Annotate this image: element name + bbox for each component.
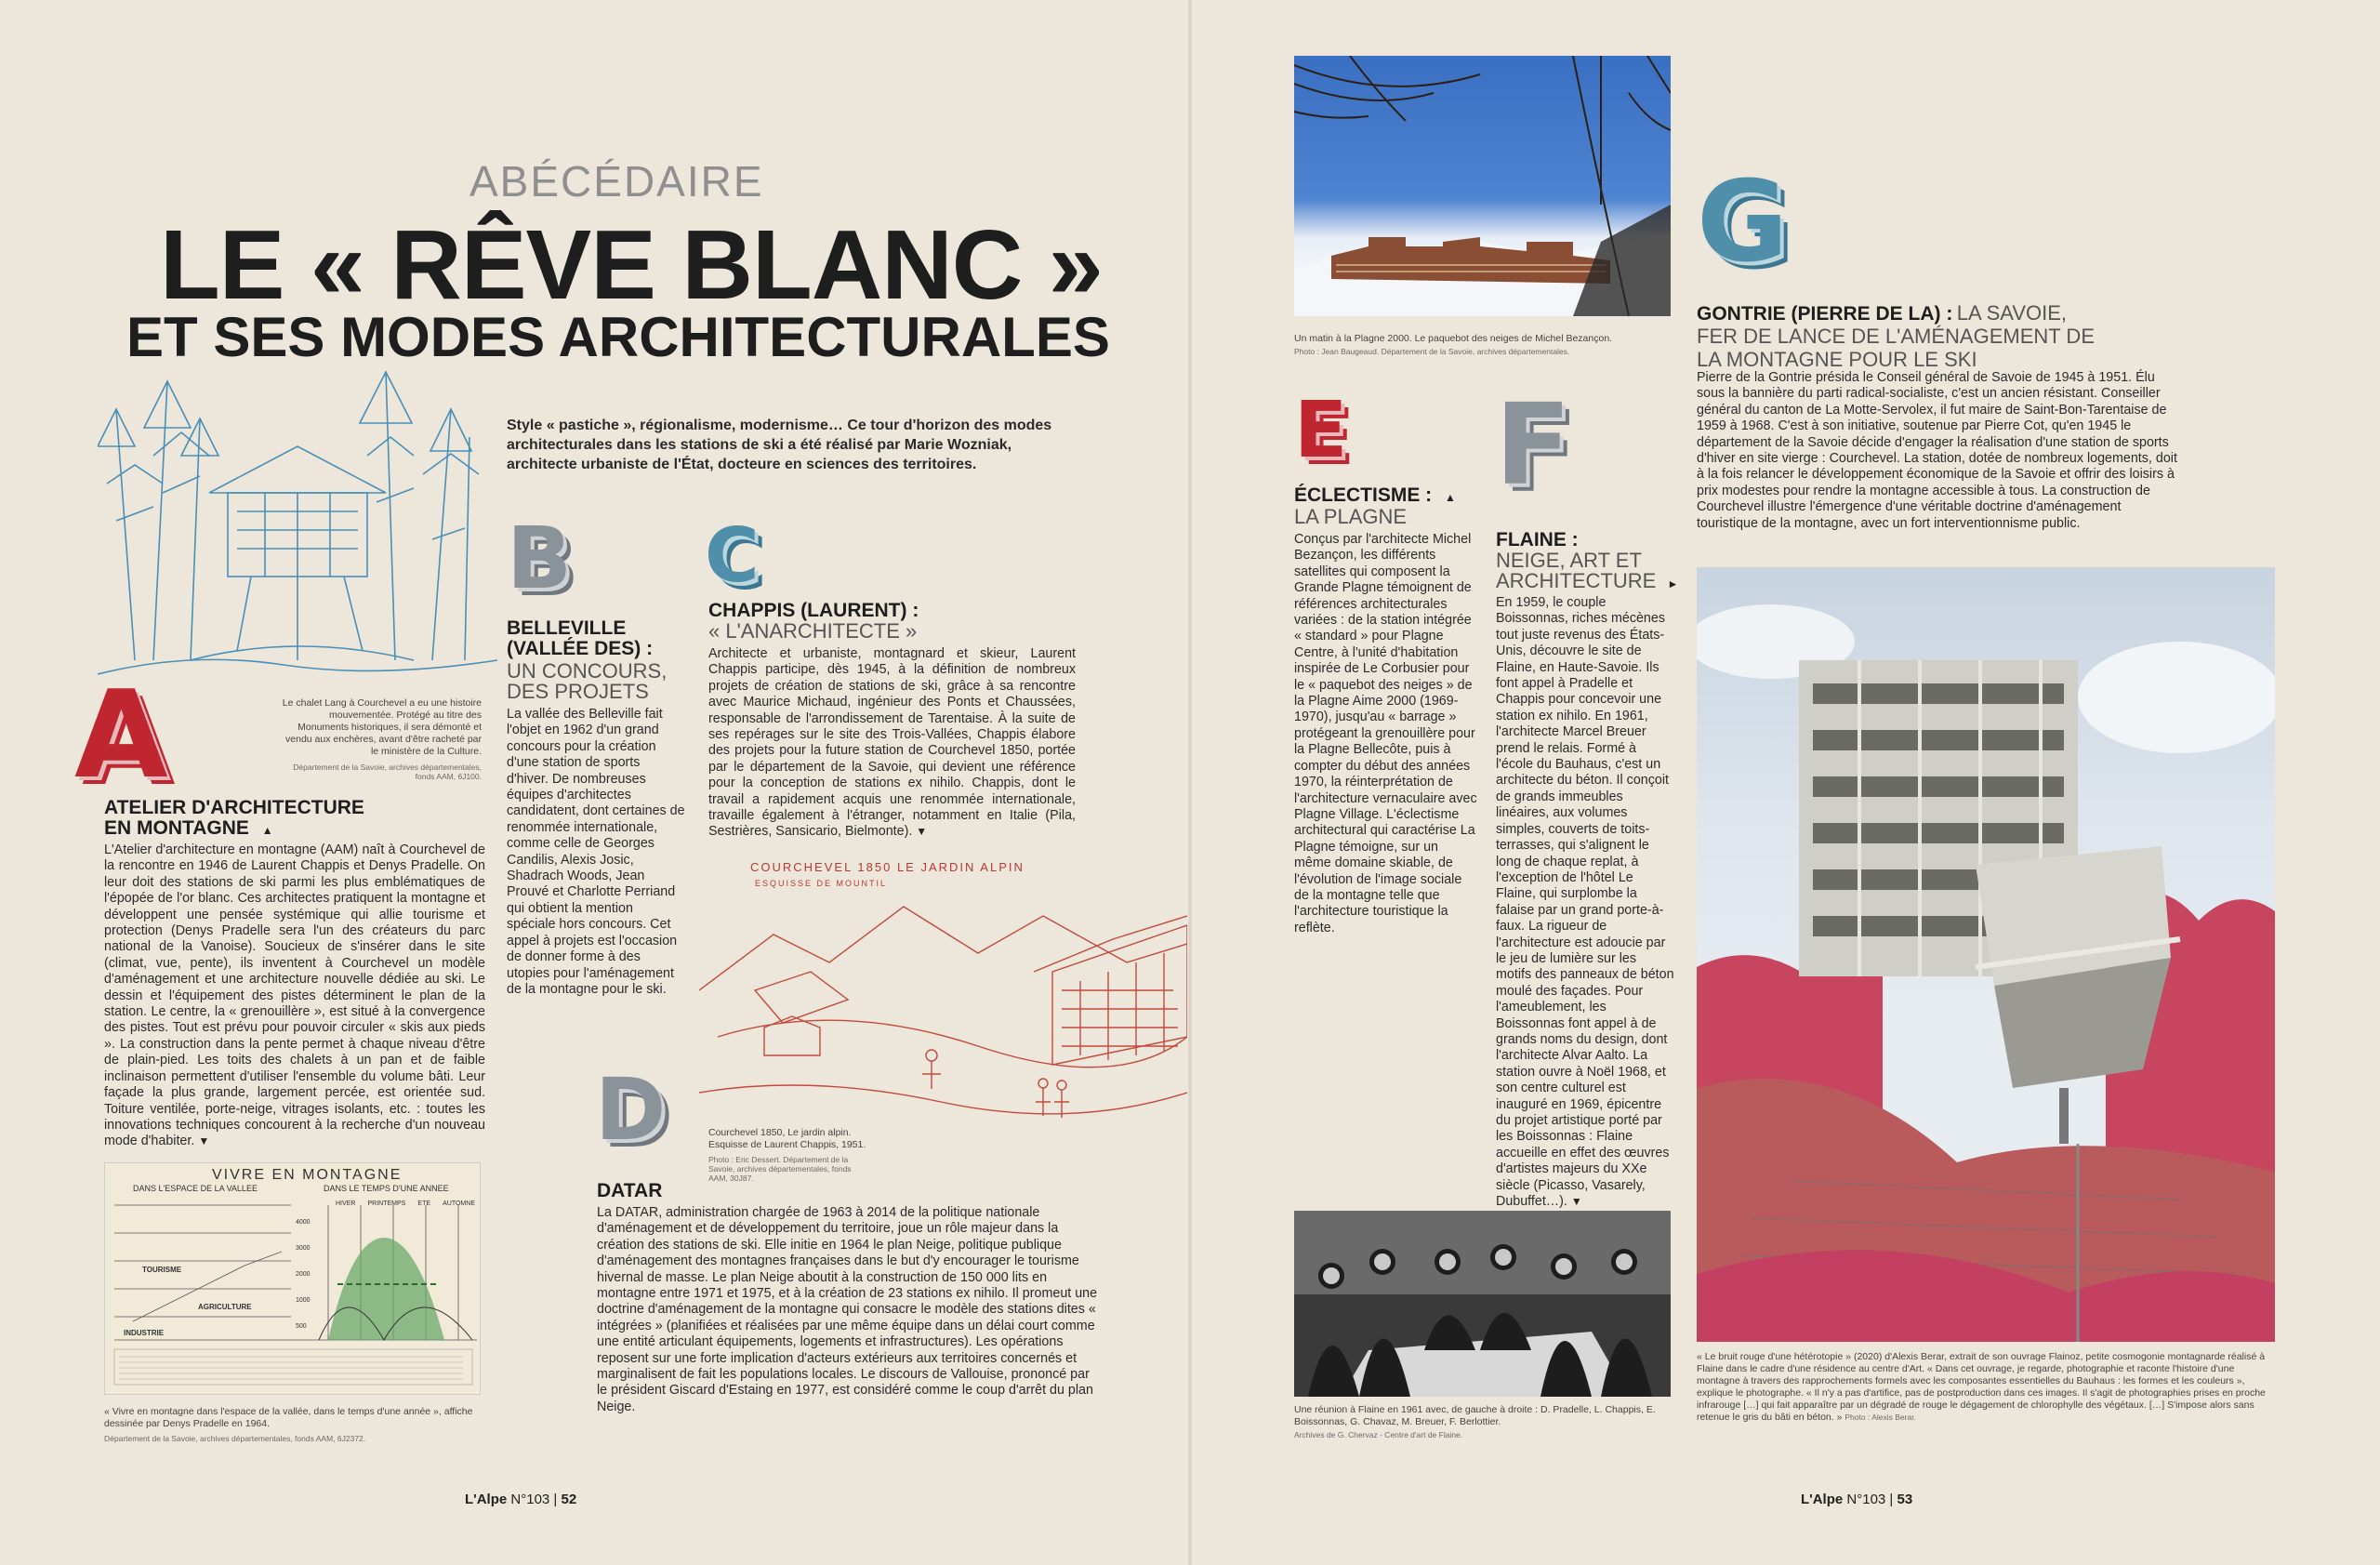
plagne-credit: Photo : Jean Baugeaud. Département de la Savoie, archives départementales. [1294, 347, 1570, 356]
kicker: ABÉCÉDAIRE [469, 157, 764, 206]
folio-right: L'Alpe N°103 | 53 [1801, 1492, 1913, 1507]
drawing-sub: ESQUISSE DE MOUNTIL [755, 879, 888, 888]
f-end-mark: ▼ [1570, 1195, 1582, 1209]
a-body: L'Atelier d'architecture en montagne (AAM) naît à Courchevel de la rencontre en 1946 de Laurent Chappis et Denys Pradelle. On leur doit des stations de ski parmi les plus emblématiques de l'épopée de l'or blanc. Ces architectes pratiquent la montagne et développent une pensée systémique qui allie tourisme et protection (Denys Pradelle sera l'un des créateurs du parc national de la Vanoise). Soucieux de s'insérer dans le site (climat, vue, pente), ils inventent à Courchevel un modèle d'aménagement et une architecture nouvelle dédiée au ski. Le dessin et l'équipement des pistes déterminent le plan de la station. Le centre, la « grenouillère », est situé à la convergence des pistes. Tout est prévu pour pouvoir circuler « skis aux pieds ». La construction dans la pente permet à chaque niveau d'être de plain-pied. Les toits des chalets à un pan et de faible inclinaison permettent d'utiliser l'ensemble du volume bâti. Leur façade la plus grande, largement percée, est orientée sud. Toiture ventilée, porte-neige, vitrages isolants, etc. : toutes les innovations techniques concourent à la recherche d'un nouveau mode d'habiter. ▼ [104, 842, 485, 1149]
poster-zone-industrie: INDUSTRIE [124, 1329, 165, 1337]
letter-g: G [1697, 158, 1789, 287]
poster-zone-agriculture: AGRICULTURE [198, 1303, 252, 1311]
right-page [1190, 0, 2380, 1565]
title-line-1: LE « RÊVE BLANC » [160, 210, 1103, 320]
sketch-credit: Département de la Savoie, archives départementales, fonds AAM, 6J100. [293, 763, 482, 781]
letter-d: D [595, 1060, 667, 1160]
poster-title: VIVRE EN MONTAGNE [212, 1167, 403, 1183]
a-triangle-up: ▲ [261, 824, 273, 837]
drawing-credit: Photo : Eric Dessert. Département de la Savoie, archives départementales, fonds AAM, 30J87. [708, 1155, 852, 1183]
f-subheading: NEIGE, ART ET ARCHITECTURE ► [1496, 549, 1679, 592]
letter-c: C [705, 512, 760, 599]
plagne-caption: Un matin à la Plagne 2000. Le paquebot des neiges de Michel Bezançon. [1294, 333, 1613, 344]
intro-text: Style « pastiche », régionalisme, modernisme… Ce tour d'horizon des modes architecturales dans les stations de ski a été réalisé par Marie Wozniak, architecte urbaniste de l'État, docteure en sciences des territoires. [507, 418, 1052, 472]
letter-a: A [74, 664, 168, 805]
sketch-caption: Le chalet Lang à Courchevel a eu une histoire mouvementée. Protégé au titre des Monuments historiques, il sera démonté et vendu aux enchères, avant d'être racheté par le ministère de la Culture. [282, 697, 482, 757]
vivre-en-montagne-poster [104, 1162, 481, 1395]
f-triangle-right: ► [1667, 577, 1679, 590]
drawing-title: COURCHEVEL 1850 LE JARDIN ALPIN [750, 860, 1025, 874]
poster-graphic [105, 1163, 482, 1396]
e-heading: ÉCLECTISME : ▲ [1294, 484, 1456, 506]
courchevel-drawing [699, 851, 1187, 1172]
g-body: Pierre de la Gontrie présida le Conseil général de Savoie de 1945 à 1951. Élu sous la bannière du parti radical-socialiste, c'est un ancien résistant. Conseiller général du canton de La Motte-Servolex, il fut maire de Saint-Bon-Tarentaise de 1959 à 1968. C'est à son initiative, soutenue par Pierre Cot, qu'en 1945 le département de la Savoie décide d'engager la réalisation d'une station de sports d'hiver en site vierge : Courchevel. La station, dotée de nombreux logements, doit à la fois relancer le développement économique de la Savoie et offrir des loisirs à prix modestes pour rendre la montagne accessible à tous. La construction de Courchevel illustre l'émergence d'une véritable doctrine d'aménagement touristique de la montagne, avec un fort interventionnisme public. [1697, 370, 2177, 531]
c-subheading: « L'ANARCHITECTE » [708, 619, 918, 643]
folio-left: L'Alpe N°103 | 52 [465, 1492, 577, 1507]
poster-zone-tourisme: TOURISME [142, 1266, 182, 1274]
flaine-credit: Photo : Alexis Berar. [1844, 1412, 1916, 1422]
e-subheading: LA PLAGNE [1294, 505, 1408, 528]
c-heading: CHAPPIS (LAURENT) : [708, 600, 919, 621]
letter-e: E [1294, 384, 1348, 475]
d-heading: DATAR [597, 1180, 663, 1201]
b-body: La vallée des Belleville fait l'objet en 1962 d'un grand concours pour la création d'une station de sports d'hiver. De nombreuses équipes d'architectes candidatent, dont certaines de renommée internationale, comme celle de Georges Candilis, Alexis Josic, Shadrach Woods, Jean Prouvé et Charlotte Perriand qui obtient la mention spéciale hors concours. Cet appel à projets est l'occasion de donner forme à des utopies pour l'aménagement de la montagne pour le ski. [507, 707, 685, 997]
meeting-credit: Archives de G. Chervaz - Centre d'art de Flaine. [1294, 1430, 1463, 1439]
plagne-photo [1294, 56, 1671, 316]
letter-f: F [1495, 381, 1571, 511]
a-end-mark: ▼ [198, 1134, 210, 1148]
g-heading: GONTRIE (PIERRE DE LA) : LA SAVOIE, FER DE LANCE DE L'AMÉNAGEMENT DE LA MONTAGNE POUR LE SKI [1697, 301, 2095, 371]
d-body: La DATAR, administration chargée de 1963 à 2014 de la politique nationale d'aménagement et de développement du territoire, joue un rôle majeur dans la création des stations de ski. Elle initie en 1964 le plan Neige, politique publique d'aménagement des montagnes françaises dans le but d'y encourager le tourisme hivernal de masse. Le plan Neige aboutit à la construction de 150 000 lits en montagne entre 1971 et 1975, et à la création de 23 stations ex nihilo. Il promeut une doctrine d'aménagement de la montagne qui consacre le modèle des stations dites « intégrées » (planifiées et réalisées par une même équipe dans un délai court comme une entité articulant équipements, logements et infrastructures). Les opérations reposent sur une forte implication d'acteurs extérieurs aux territoires concernés et marginalisent de fait les populations locales. Le discours de Vallouise, prononcé par le président Giscard d'Estaing en 1977, est considéré comme le coup d'arrêt du plan Neige. [597, 1205, 1098, 1414]
c-end-mark: ▼ [916, 825, 928, 839]
b-subheading: UN CONCOURS, DES PROJETS [507, 659, 668, 703]
b-heading: BELLEVILLE (VALLÉE DES) : [507, 617, 654, 659]
meeting-photo [1294, 1211, 1671, 1397]
poster-credit: Département de la Savoie, archives départementales, fonds AAM, 6J2372. [104, 1434, 366, 1443]
meeting-caption: Une réunion à Flaine en 1961 avec, de gauche à droite : D. Pradelle, L. Chappis, E. Boissonnas, G. Chavaz, M. Breuer, F. Berlottier. [1294, 1404, 1656, 1427]
a-heading: ATELIER D'ARCHITECTURE EN MONTAGNE ▲ [104, 797, 364, 839]
flaine-caption: « Le bruit rouge d'une hétérotopie » (2020) d'Alexis Berar, extrait de son ouvrage Flainoz, petite cosmogonie montagnarde réalisé à Flaine dans le cadre d'une résidence au centre d'Art. « Dans cet ouvrage, je regarde, photographie et raconte l'histoire d'une montagne à travers des rapprochements formels avec les composantes essentielles du Bauhaus : les formes et les couleurs », explique le photographe. « Il n'y a pas d'artifice, pas de postproduction dans ces images. Il s'agit de photographies prises en proche infrarouge […] qui fait apparaître par un dégradé de rouge le dégagement de chlorophylle des végétaux. […] S'impose alors sans retenue le gris du bâti en béton. » Photo : Alexis Berar. [1697, 1351, 2266, 1423]
e-body: Conçus par l'architecte Michel Bezançon, les différents satellites qui composent la Grande Plagne témoignent de références architecturales variées : de la station intégrée « standard » pour Plagne Centre, à l'unité d'habitation inspirée de Le Corbusier pour le « paquebot des neiges » de la Plagne Aime 2000 (1969-1970), jusqu'au « barrage » protégeant la grenouillère pour la Plagne Bellecôte, puis à compter du début des années 1970, la réinterprétation de l'architecture vernaculaire avec Plagne Village. L'éclectisme architectural qui caractérise La Plagne témoigne, sur un même domaine skiable, de l'évolution de l'image sociale de la montagne telle que l'architecture touristique la reflète. [1294, 532, 1477, 935]
poster-sub-right: DANS LE TEMPS D'UNE ANNEE [324, 1184, 449, 1193]
flaine-photo [1697, 567, 2275, 1342]
title-line-2: ET SES MODES ARCHITECTURALES [126, 306, 1110, 368]
c-body: Architecte et urbaniste, montagnard et skieur, Laurent Chappis participe, dès 1945, à la définition de nombreux projets de création de stations de ski, grâce à sa rencontre avec Maurice Michaud, ingénieur des Ponts et Chaussées, responsable de l'arrondissement de Tarentaise. À la suite de ses repérages sur le site des Trois-Vallées, Chappis élabore des projets pour la future station de Courchevel 1850, portée par le département de la Savoie, qui devient une référence pour la conception de stations ex nihilo. Chappis, dont le travail a rapidement acquis une renommée internationale, travaille également à l'étranger, notamment en Italie (Pila, Sestrières, Sansicario, Bielmonte). ▼ [708, 646, 1076, 840]
letter-b: B [507, 509, 573, 608]
poster-seasons: HIVER PRINTEMPS ETE AUTOMNE [336, 1200, 475, 1207]
drawing-caption: Courchevel 1850, Le jardin alpin. Esquisse de Laurent Chappis, 1951. [708, 1127, 866, 1150]
g-subheading: LA SAVOIE, FER DE LANCE DE L'AMÉNAGEMENT DE LA MONTAGNE POUR LE SKI [1697, 301, 2095, 371]
f-body: En 1959, le couple Boissonnas, riches mécènes tout juste revenus des États-Unis, découvre le site de Flaine, en Haute-Savoie. Ils font appel à Pradelle et Chappis pour concevoir une station ex nihilo. En 1961, l'architecte Marcel Breuer prend le relais. Formé à l'école du Bauhaus, c'est un architecte du béton. Il conçoit de grands immeubles linéaires, aux volumes simples, couverts de toits-terrasses, qui s'alignent le long de chaque replat, à l'exception de l'hôtel Le Flaine, qui surplombe la falaise par un grand porte-à-faux. La rigueur de l'architecture est adoucie par le jeu de lumière sur les motifs des panneaux de béton moulé des façades. Pour l'ameublement, les Boissonnas font appel à de grands noms du design, dont l'architecte Alvar Aalto. La station ouvre à Noël 1968, et son centre culturel est inauguré en 1969, épicentre du projet artistique porté par les Boissonnas : Flaine accueille en effet des œuvres d'artistes majeurs du XXe siècle (Picasso, Vasarely, Dubuffet…). ▼ [1496, 595, 1674, 1210]
poster-altitudes: 4000 3000 2000 1000 500 [296, 1219, 311, 1330]
poster-sub-left: DANS L'ESPACE DE LA VALLEE [133, 1184, 258, 1193]
poster-caption: « Vivre en montagne dans l'espace de la vallée, dans le temps d'une année », affiche dessinée par Denys Pradelle en 1964. [104, 1406, 473, 1429]
chalet-sketch [98, 353, 497, 679]
e-triangle-up: ▲ [1445, 491, 1456, 504]
f-heading: FLAINE : [1496, 529, 1579, 550]
